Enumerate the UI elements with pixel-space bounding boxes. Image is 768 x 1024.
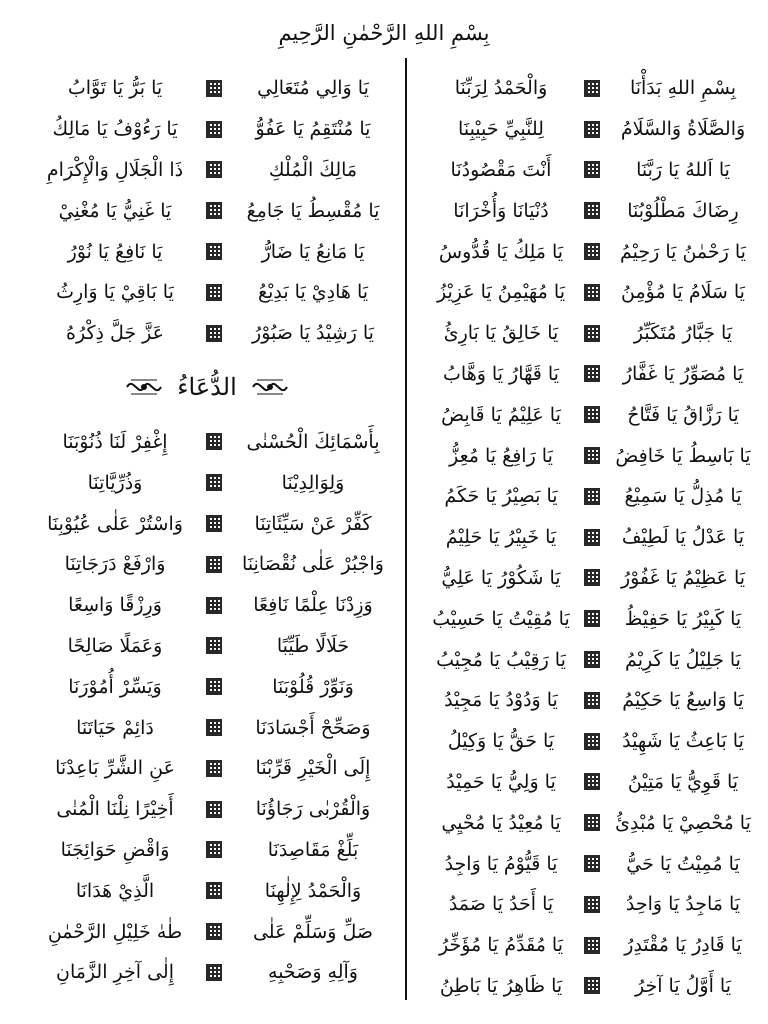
- verse-first-half: يَا أَوَّلُ يَا آخِرُ: [634, 974, 732, 997]
- verse-second-half: وَاقْضِ حَوَائِجَنَا: [60, 838, 170, 861]
- verse-second-half: يَا خَالِقُ يَا بَارِئُ: [443, 322, 559, 345]
- verse-separator-ornament-icon: [206, 678, 222, 695]
- verse-first-half: يَا وَاسِعُ يَا حَكِيْمُ: [622, 689, 744, 712]
- verse-separator-ornament-icon: [584, 243, 600, 260]
- verse-first-half: يَا بَاسِطُ يَا خَافِضُ: [615, 444, 751, 467]
- verse-separator-ornament-icon: [584, 569, 600, 586]
- verse-first-half: يَا عَظِيْمُ يَا غَفُوْرُ: [620, 566, 746, 589]
- verse-row: [420, 721, 758, 762]
- verse-separator-ornament-icon: [584, 937, 600, 954]
- verse-first-half: يَا جَلِيْلُ يَا كَرِيْمُ: [625, 648, 741, 671]
- flourish-ornament-icon: [251, 374, 289, 400]
- flourish-ornament-icon: [125, 374, 163, 400]
- verse-second-half: وَالْحَمْدُ لِرَبِّنَا: [454, 77, 548, 100]
- verse-separator-ornament-icon: [206, 202, 222, 219]
- verse-first-half: يَا بَاعِثُ يَا شَهِيْدُ: [622, 730, 744, 753]
- verse-separator-ornament-icon: [206, 474, 222, 491]
- verse-row: [420, 925, 758, 966]
- verse-row: [420, 517, 758, 558]
- verse-second-half: يَا شَكُوْرُ يَا عَلِيُّ: [441, 566, 561, 589]
- verse-row: [18, 911, 396, 952]
- verse-separator-ornament-icon: [584, 488, 600, 505]
- verse-separator-ornament-icon: [206, 964, 222, 981]
- verse-separator-ornament-icon: [206, 80, 222, 97]
- verse-second-half: وَرِزْقًا وَاسِعًا: [68, 594, 162, 617]
- verse-row: [18, 626, 396, 667]
- verse-second-half: يَا وَدُوْدُ يَا مَجِيْدُ: [444, 689, 558, 712]
- verse-row: [420, 68, 758, 109]
- verse-separator-ornament-icon: [584, 814, 600, 831]
- verse-first-half: بَلِّغْ مَقَاصِدَنَا: [267, 838, 359, 861]
- verse-separator-ornament-icon: [206, 760, 222, 777]
- verse-first-half: يَا وَالِي مُتَعَالِي: [257, 77, 369, 100]
- page-title: بِسْمِ اللهِ الرَّحْمٰنِ الرَّحِيمِ: [278, 21, 490, 45]
- verse-second-half: يَا غَنِيُّ يَا مُغْنِيْ: [58, 199, 172, 222]
- verse-row: [18, 707, 396, 748]
- dua-heading-text: الدُّعَاءُ: [177, 372, 237, 401]
- verse-separator-ornament-icon: [584, 651, 600, 668]
- verse-second-half: دُنْيَانَا وَأُخْرَانَا: [453, 199, 549, 222]
- verse-row: [18, 313, 396, 354]
- verse-first-half: وَالصَّلَاةُ وَالسَّلَامُ: [620, 118, 746, 141]
- verse-row: [18, 666, 396, 707]
- verse-first-half: يَا اَللهُ يَا رَبَّنَا: [636, 158, 730, 181]
- verse-second-half: يَا حَقُّ يَا وَكِيْلُ: [447, 730, 555, 753]
- verse-row: [420, 843, 758, 884]
- verse-row: [420, 558, 758, 599]
- verse-second-half: وَعَمَلًا صَالِحًا: [67, 634, 163, 657]
- verse-separator-ornament-icon: [206, 243, 222, 260]
- verse-first-half: يَا رَحْمٰنُ يَا رَحِيْمُ: [620, 240, 746, 263]
- verse-row: [18, 870, 396, 911]
- verse-separator-ornament-icon: [584, 365, 600, 382]
- verse-second-half: أَنْتَ مَقْصُودُنَا: [450, 158, 552, 181]
- verse-first-half: يَا مَانِعُ يَا ضَارُّ: [261, 240, 365, 263]
- verse-row: [420, 680, 758, 721]
- verse-first-half: إِلَى الْخَيْرِ قَرِّبْنَا: [255, 757, 371, 780]
- verse-row: [420, 476, 758, 517]
- verse-first-half: يَا قَادِرُ يَا مُقْتَدِرُ: [624, 934, 742, 957]
- verse-row: [18, 68, 396, 109]
- verse-first-half: يَا عَدْلُ يَا لَطِيْفُ: [621, 526, 745, 549]
- verse-second-half: يَا قَهَّارُ يَا وَهَّابُ: [443, 362, 559, 385]
- verse-second-half: يَا وَلِيُّ يَا حَمِيْدُ: [446, 770, 556, 793]
- verse-second-half: يَا نَافِعُ يَا نُوْرُ: [67, 240, 163, 263]
- verse-first-half: وَنَوِّرْ قُلُوْبَنَا: [272, 675, 354, 698]
- verse-separator-ornament-icon: [206, 433, 222, 450]
- verse-first-half: يَا مُذِلُّ يَا سَمِيْعُ: [624, 485, 742, 508]
- verse-row: [18, 190, 396, 231]
- verse-second-half: يَا مُقِيْتُ يَا حَسِيْبُ: [432, 607, 570, 630]
- verse-second-half: وَارْفَعْ دَرَجَاتِنَا: [64, 553, 166, 576]
- verse-second-half: عَنِ الشَّرِّ بَاعِدْنَا: [55, 757, 175, 780]
- verse-first-half: وَلِوَالِدِيْنَا: [281, 471, 345, 494]
- verse-second-half: وَيَسِّرْ أُمُوْرَنَا: [68, 675, 162, 698]
- verse-row: [420, 150, 758, 191]
- verse-separator-ornament-icon: [206, 556, 222, 573]
- verse-row: [18, 830, 396, 871]
- verse-separator-ornament-icon: [206, 882, 222, 899]
- verse-first-half: يَا هَادِيْ يَا بَدِيْعُ: [257, 281, 369, 304]
- verse-first-half: وَآلِهِ وَصَحْبِهِ: [268, 961, 358, 984]
- verse-first-half: وَالْحَمْدُ لِإِلٰهِنَا: [264, 879, 362, 902]
- verse-separator-ornament-icon: [206, 841, 222, 858]
- verse-second-half: يَا ظَاهِرُ يَا بَاطِنُ: [439, 974, 563, 997]
- verse-second-half: دَائِمْ حَيَاتَنَا: [76, 716, 154, 739]
- verse-first-half: يَا مُمِيْتُ يَا حَيُّ: [626, 852, 740, 875]
- verse-row: [18, 422, 396, 463]
- verse-separator-ornament-icon: [206, 325, 222, 342]
- verse-row: [420, 435, 758, 476]
- verse-row: [18, 231, 396, 272]
- verse-second-half: يَا رَءُوْفُ يَا مَالِكُ: [52, 118, 178, 141]
- verse-row: [18, 150, 396, 191]
- verse-first-half: وَالْقُرْبٰى رَجَاؤُنَا: [255, 798, 371, 821]
- verse-second-half: أَخِيْرًا نِلْنَا الْمُنٰى: [56, 798, 174, 821]
- verse-second-half: يَا عَلِيْمُ يَا قَابِضُ: [441, 403, 561, 426]
- verse-second-half: إِغْفِرْ لَنَا ذُنُوْبَنَا: [62, 430, 168, 453]
- verse-separator-ornament-icon: [584, 447, 600, 464]
- verse-second-half: وَذُرِّيَّاتِنَا: [87, 471, 143, 494]
- verse-second-half: يَا رَافِعُ يَا مُعِزُّ: [449, 444, 553, 467]
- column-divider: [405, 58, 407, 1000]
- verse-separator-ornament-icon: [584, 80, 600, 97]
- verse-row: [420, 272, 758, 313]
- verse-row: [18, 585, 396, 626]
- verse-row: [18, 503, 396, 544]
- left-dua-verses: [18, 422, 396, 993]
- left-column: [18, 68, 396, 993]
- verse-row: [18, 109, 396, 150]
- verse-first-half: يَا سَلَامُ يَا مُؤْمِنُ: [621, 281, 745, 304]
- verse-row: [420, 109, 758, 150]
- verse-separator-ornament-icon: [584, 284, 600, 301]
- verse-separator-ornament-icon: [584, 529, 600, 546]
- verse-second-half: ذَا الْجَلَالِ وَالْإِكْرَامِ: [46, 158, 184, 181]
- verse-separator-ornament-icon: [584, 610, 600, 627]
- verse-first-half: رِضَاكَ مَطْلُوْبُنَا: [627, 199, 739, 222]
- verse-first-half: يَا مَاجِدُ يَا وَاحِدُ: [625, 893, 741, 916]
- left-top-verses: [18, 68, 396, 354]
- verse-second-half: يَا مَلِكُ يَا قُدُّوسُ: [438, 240, 564, 263]
- verse-row: [420, 190, 758, 231]
- verse-second-half: يَا أَحَدُ يَا صَمَدُ: [448, 893, 554, 916]
- verse-first-half: يَا كَبِيْرُ يَا حَفِيْظُ: [624, 607, 742, 630]
- verse-separator-ornament-icon: [206, 801, 222, 818]
- verse-row: [420, 231, 758, 272]
- verse-first-half: وَصَحِّحْ أَجْسَادَنَا: [255, 716, 371, 739]
- verse-row: [420, 762, 758, 803]
- verse-second-half: يَا بَرُّ يَا تَوَّابُ: [67, 77, 163, 100]
- verse-row: [420, 354, 758, 395]
- verse-first-half: يَا مُنْتَقِمُ يَا عَفُوُّ: [255, 118, 371, 141]
- verse-separator-ornament-icon: [206, 923, 222, 940]
- verse-row: [18, 748, 396, 789]
- verse-second-half: يَا بَصِيْرُ يَا حَكَمُ: [444, 485, 558, 508]
- verse-second-half: عَزَّ جَلَّ ذِكْرُهُ: [66, 322, 164, 345]
- verse-separator-ornament-icon: [584, 202, 600, 219]
- verse-second-half: وَاسْتُرْ عَلٰى عُيُوْبِنَا: [47, 512, 183, 535]
- verse-first-half: يَا رَشِيْدُ يَا صَبُوْرُ: [252, 322, 374, 345]
- verse-first-half: يَا رَزَّاقُ يَا فَتَّاحُ: [627, 403, 739, 426]
- verse-row: [420, 884, 758, 925]
- verse-row: [420, 639, 758, 680]
- verse-second-half: لِلنَّبِيِّ حَبِيْبِنَا: [458, 118, 544, 141]
- verse-second-half: يَا مُهَيْمِنُ يَا عَزِيْزُ: [437, 281, 565, 304]
- verse-first-half: وَاجْبُرْ عَلٰى نُقْصَانِنَا: [242, 553, 384, 576]
- verse-separator-ornament-icon: [206, 637, 222, 654]
- verse-separator-ornament-icon: [206, 121, 222, 138]
- verse-second-half: يَا مُقَدِّمُ يَا مُؤَخِّرُ: [438, 934, 564, 957]
- verse-row: [420, 598, 758, 639]
- verse-first-half: يَا مُقْسِطُ يَا جَامِعُ: [246, 199, 380, 222]
- verse-first-half: حَلَالًا طَيِّبًا: [276, 634, 350, 657]
- right-column: [420, 68, 758, 1006]
- verse-first-half: يَا جَبَّارُ مُتَكَبِّرُ: [633, 322, 733, 345]
- verse-first-half: وَزِدْنَا عِلْمًا نَافِعًا: [253, 594, 373, 617]
- verse-separator-ornament-icon: [584, 325, 600, 342]
- verse-separator-ornament-icon: [584, 406, 600, 423]
- verse-second-half: يَا رَقِيْبُ يَا مُجِيْبُ: [436, 648, 566, 671]
- verse-row: [18, 544, 396, 585]
- verse-row: [18, 272, 396, 313]
- verse-row: [420, 394, 758, 435]
- verse-separator-ornament-icon: [206, 719, 222, 736]
- verse-first-half: يَا مُصَوِّرُ يَا غَفَّارُ: [622, 362, 744, 385]
- verse-row: [18, 462, 396, 503]
- verse-first-half: بِأَسْمَائِكَ الْحُسْنٰى: [246, 430, 380, 453]
- verse-first-half: مَالِكَ الْمُلْكِ: [268, 158, 358, 181]
- verse-separator-ornament-icon: [584, 855, 600, 872]
- verse-separator-ornament-icon: [584, 977, 600, 994]
- verse-row: [18, 952, 396, 993]
- verse-second-half: يَا قَيُّوْمُ يَا وَاجِدُ: [444, 852, 558, 875]
- verse-row: [420, 313, 758, 354]
- verse-first-half: يَا مُحْصِيْ يَا مُبْدِئُ: [615, 811, 751, 834]
- verse-second-half: الَّذِيْ هَدَانَا: [75, 879, 155, 902]
- verse-second-half: يَا بَاقِيْ يَا وَارِثُ: [56, 281, 174, 304]
- verse-separator-ornament-icon: [206, 161, 222, 178]
- verse-first-half: يَا قَوِيُّ يَا مَتِيْنُ: [627, 770, 739, 793]
- verse-separator-ornament-icon: [206, 515, 222, 532]
- verse-first-half: بِسْمِ اللهِ بَدَأْنَا: [629, 77, 737, 100]
- verse-separator-ornament-icon: [584, 733, 600, 750]
- verse-row: [18, 789, 396, 830]
- verse-first-half: صَلِّ وَسَلِّمْ عَلٰى: [252, 920, 374, 943]
- verse-second-half: إِلٰى آخِرِ الزَّمَانِ: [56, 961, 174, 984]
- verse-row: [420, 966, 758, 1007]
- verse-first-half: كَفِّرْ عَنْ سَيِّئَاتِنَا: [254, 512, 372, 535]
- verse-separator-ornament-icon: [206, 284, 222, 301]
- verse-separator-ornament-icon: [584, 896, 600, 913]
- verse-row: [420, 802, 758, 843]
- dua-heading: [18, 358, 396, 416]
- verse-second-half: يَا خَبِيْرُ يَا حَلِيْمُ: [445, 526, 557, 549]
- verse-second-half: يَا مُعِيْدُ يَا مُحْيِي: [441, 811, 561, 834]
- verse-separator-ornament-icon: [584, 773, 600, 790]
- verse-separator-ornament-icon: [584, 121, 600, 138]
- verse-separator-ornament-icon: [584, 161, 600, 178]
- verse-separator-ornament-icon: [206, 597, 222, 614]
- verse-second-half: طٰهٰ خَلِيْلِ الرَّحْمٰنِ: [47, 920, 183, 943]
- verse-separator-ornament-icon: [584, 692, 600, 709]
